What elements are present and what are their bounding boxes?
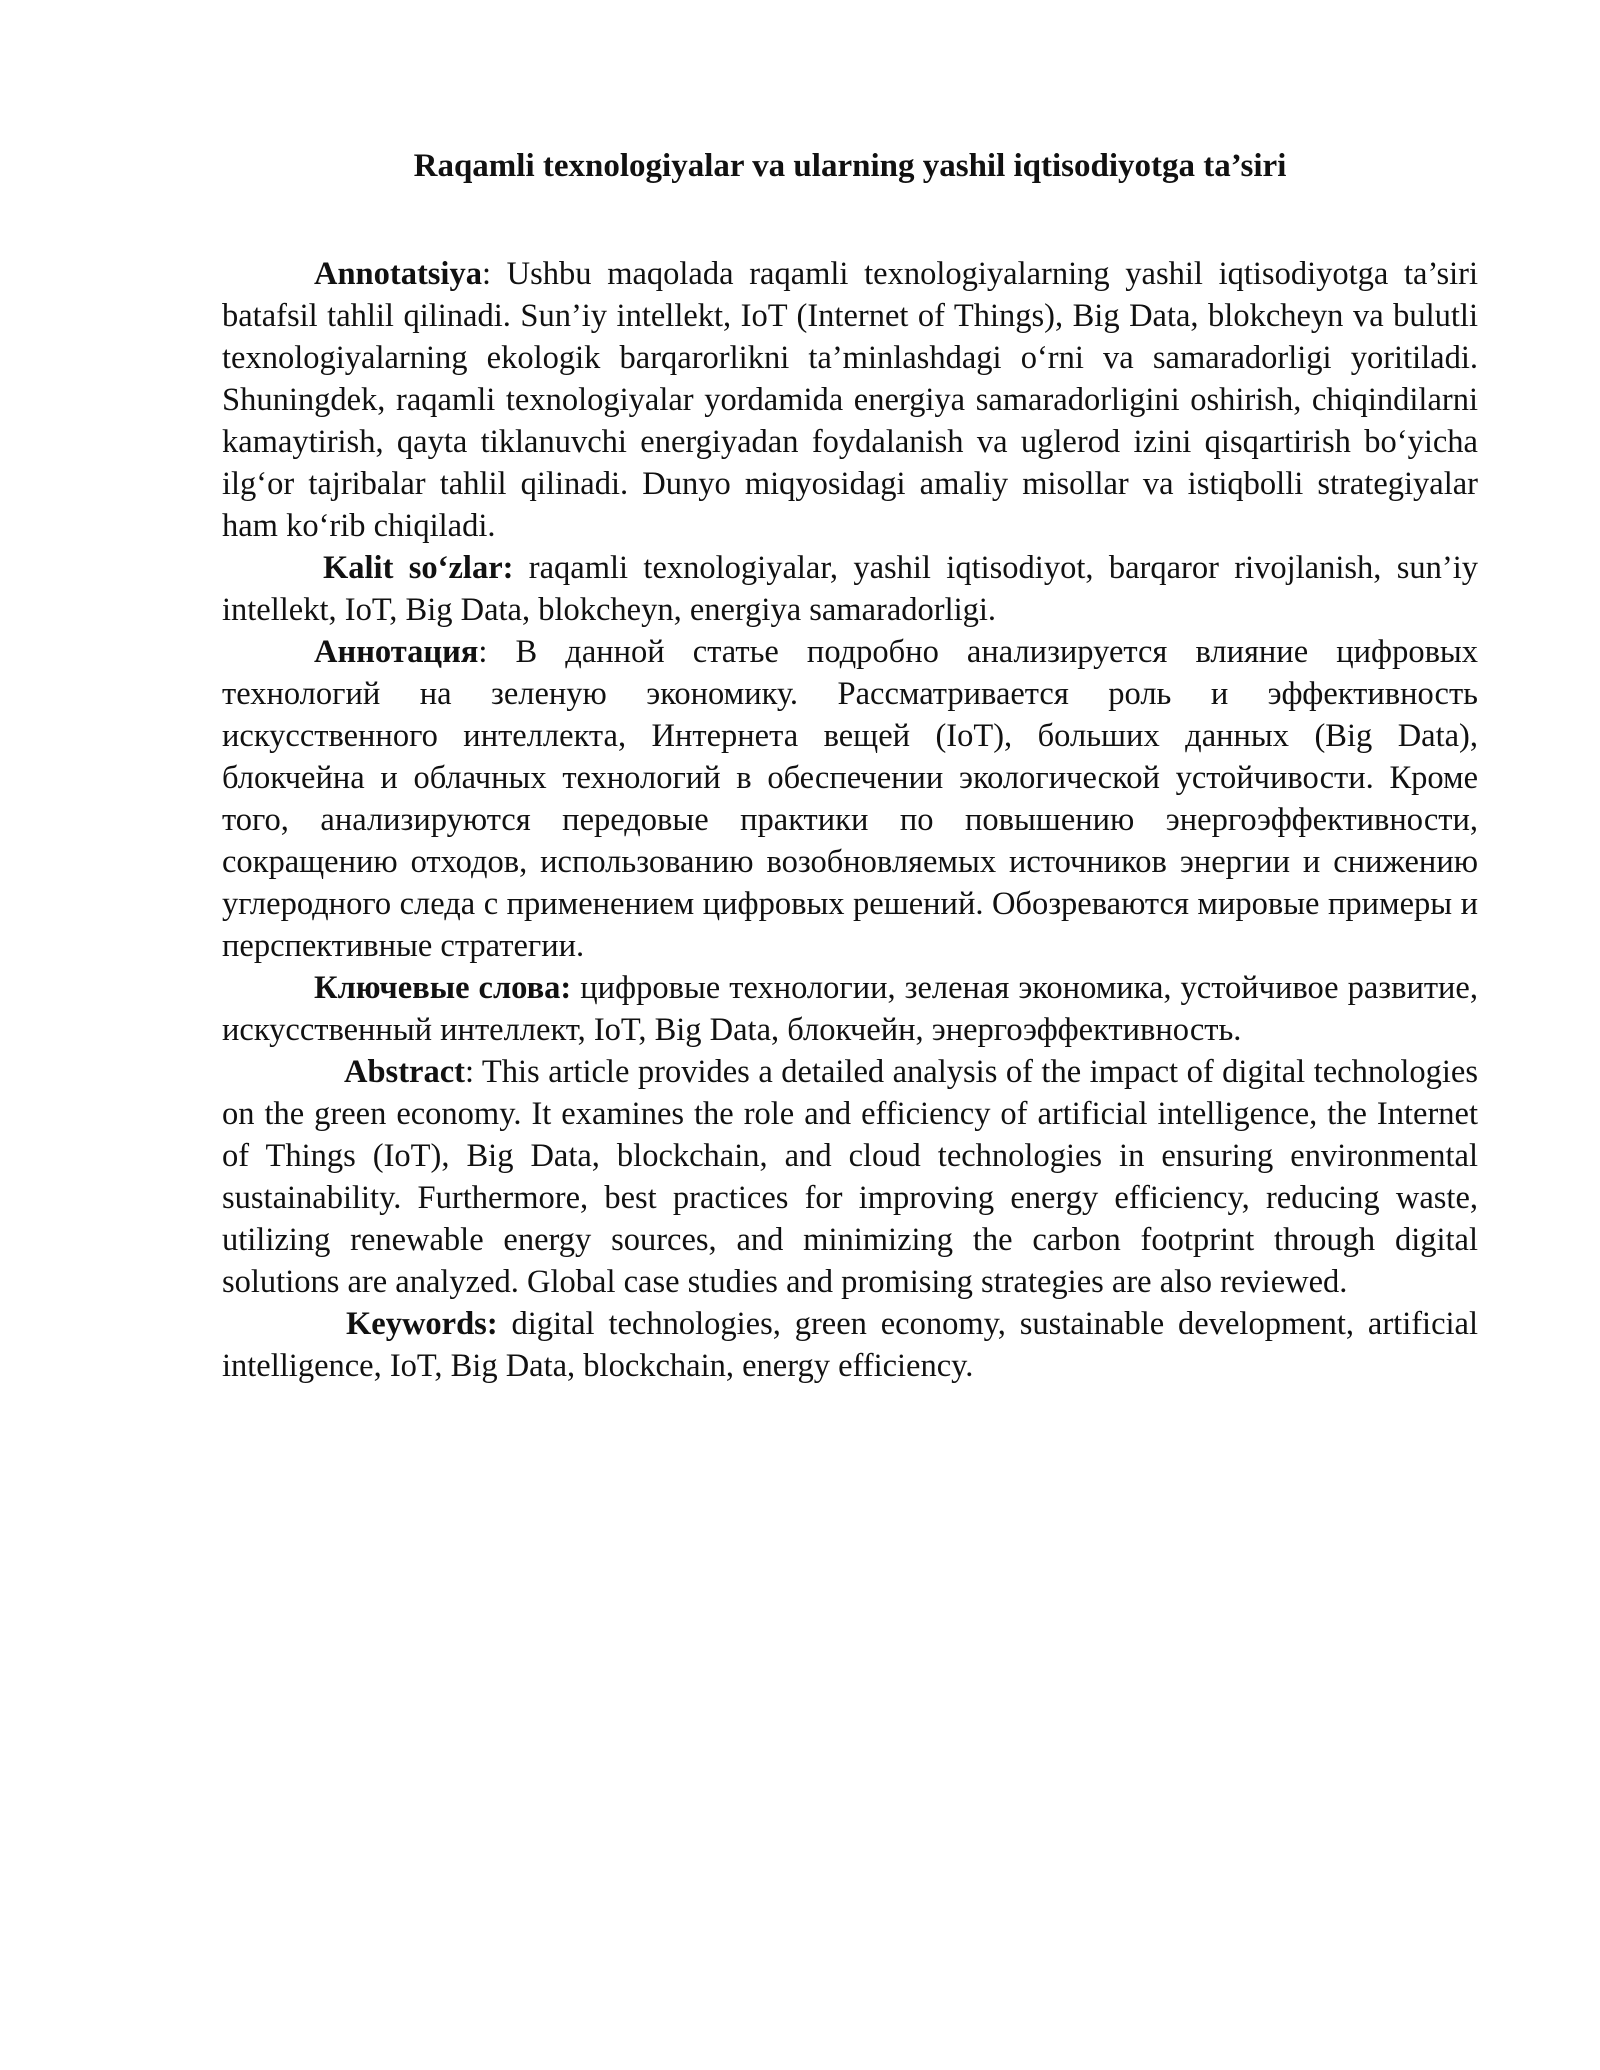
keywords-ru-paragraph (222, 967, 1478, 1051)
keywords-ru-text: цифровые технологии, зеленая экономика, устойчивое развитие, искусственный интеллект, IoT, Big Data, блокчейн, энергоэффективность. (222, 970, 1478, 1048)
annotation-uz-label: Annotatsiya (314, 256, 482, 292)
keywords-uz-label: Kalit so‘zlar: (323, 550, 514, 586)
keywords-ru-label: Ключевые слова: (314, 970, 572, 1006)
keywords-en-label: Keywords: (346, 1306, 498, 1342)
keywords-uz-paragraph (222, 547, 1478, 631)
annotation-uz-colon: : (481, 256, 491, 292)
article-title: Raqamli texnologiyalar va ularning yashil iqtisodiyotga ta’siri (413, 148, 1287, 184)
annotation-ru-paragraph (222, 631, 1478, 967)
annotation-uz-text: Ushbu maqolada raqamli texnologiyalarning yashil iqtisodiyotga ta’siri batafsil tahlil qilinadi. Sun’iy intellekt, IoT (Internet of Things), Big Data, blokcheyn va bulutli texnologiyalarning ekologik barqarorlikni ta’minlashdagi o‘rni va samaradorligi yoritiladi. Shuningdek, raqamli texnologiyalar yordamida energiya samaradorligini oshirish, chiqindilarni kamaytirish, qayta tiklanuvchi energiyadan foydalanish va uglerod izini qisqartirish bo‘yicha ilg‘or tajribalar tahlil qilinadi. Dunyo miqyosidagi amaliy misollar va istiqbolli strategiyalar ham ko‘rib chiqiladi. (222, 256, 1478, 544)
keywords-en-text: digital technologies, green economy, sustainable development, artificial intelligence, IoT, Big Data, blockchain, energy efficiency. (222, 1306, 1478, 1384)
abstract-en-paragraph (222, 1051, 1478, 1303)
annotation-ru-text: В данной статье подробно анализируется влияние цифровых технологий на зеленую экономику. Рассматривается роль и эффективность искусственного интеллекта, Интернета вещей (IoT), больших данных (Big Data), блокчейна и облачных технологий в обеспечении экологической устойчивости. Кроме того, анализируются передовые практики по повышению энергоэффективности, сокращению отходов, использованию возобновляемых источников энергии и снижению углеродного следа с применением цифровых решений. Обозреваются мировые примеры и перспективные стратегии. (222, 634, 1478, 964)
abstract-en-label: Abstract (344, 1054, 465, 1090)
abstract-en-text: This article provides a detailed analysis of the impact of digital technologies on the green economy. It examines the role and efficiency of artificial intelligence, the Internet of Things (IoT), Big Data, blockchain, and cloud technologies in ensuring environmental sustainability. Furthermore, best practices for improving energy efficiency, reducing waste, utilizing renewable energy sources, and minimizing the carbon footprint through digital solutions are analyzed. Global case studies and promising strategies are also reviewed. (222, 1054, 1478, 1300)
annotation-uz-paragraph (222, 253, 1478, 547)
keywords-en-paragraph (222, 1303, 1478, 1387)
article-abstracts (222, 253, 1478, 1387)
annotation-ru-label: Аннотация (314, 634, 479, 670)
keywords-uz-text: raqamli texnologiyalar, yashil iqtisodiyot, barqaror rivojlanish, sun’iy intellekt, IoT, Big Data, blokcheyn, energiya samaradorligi. (222, 550, 1479, 628)
annotation-ru-colon: : (478, 634, 488, 670)
abstract-en-colon: : (464, 1054, 474, 1090)
